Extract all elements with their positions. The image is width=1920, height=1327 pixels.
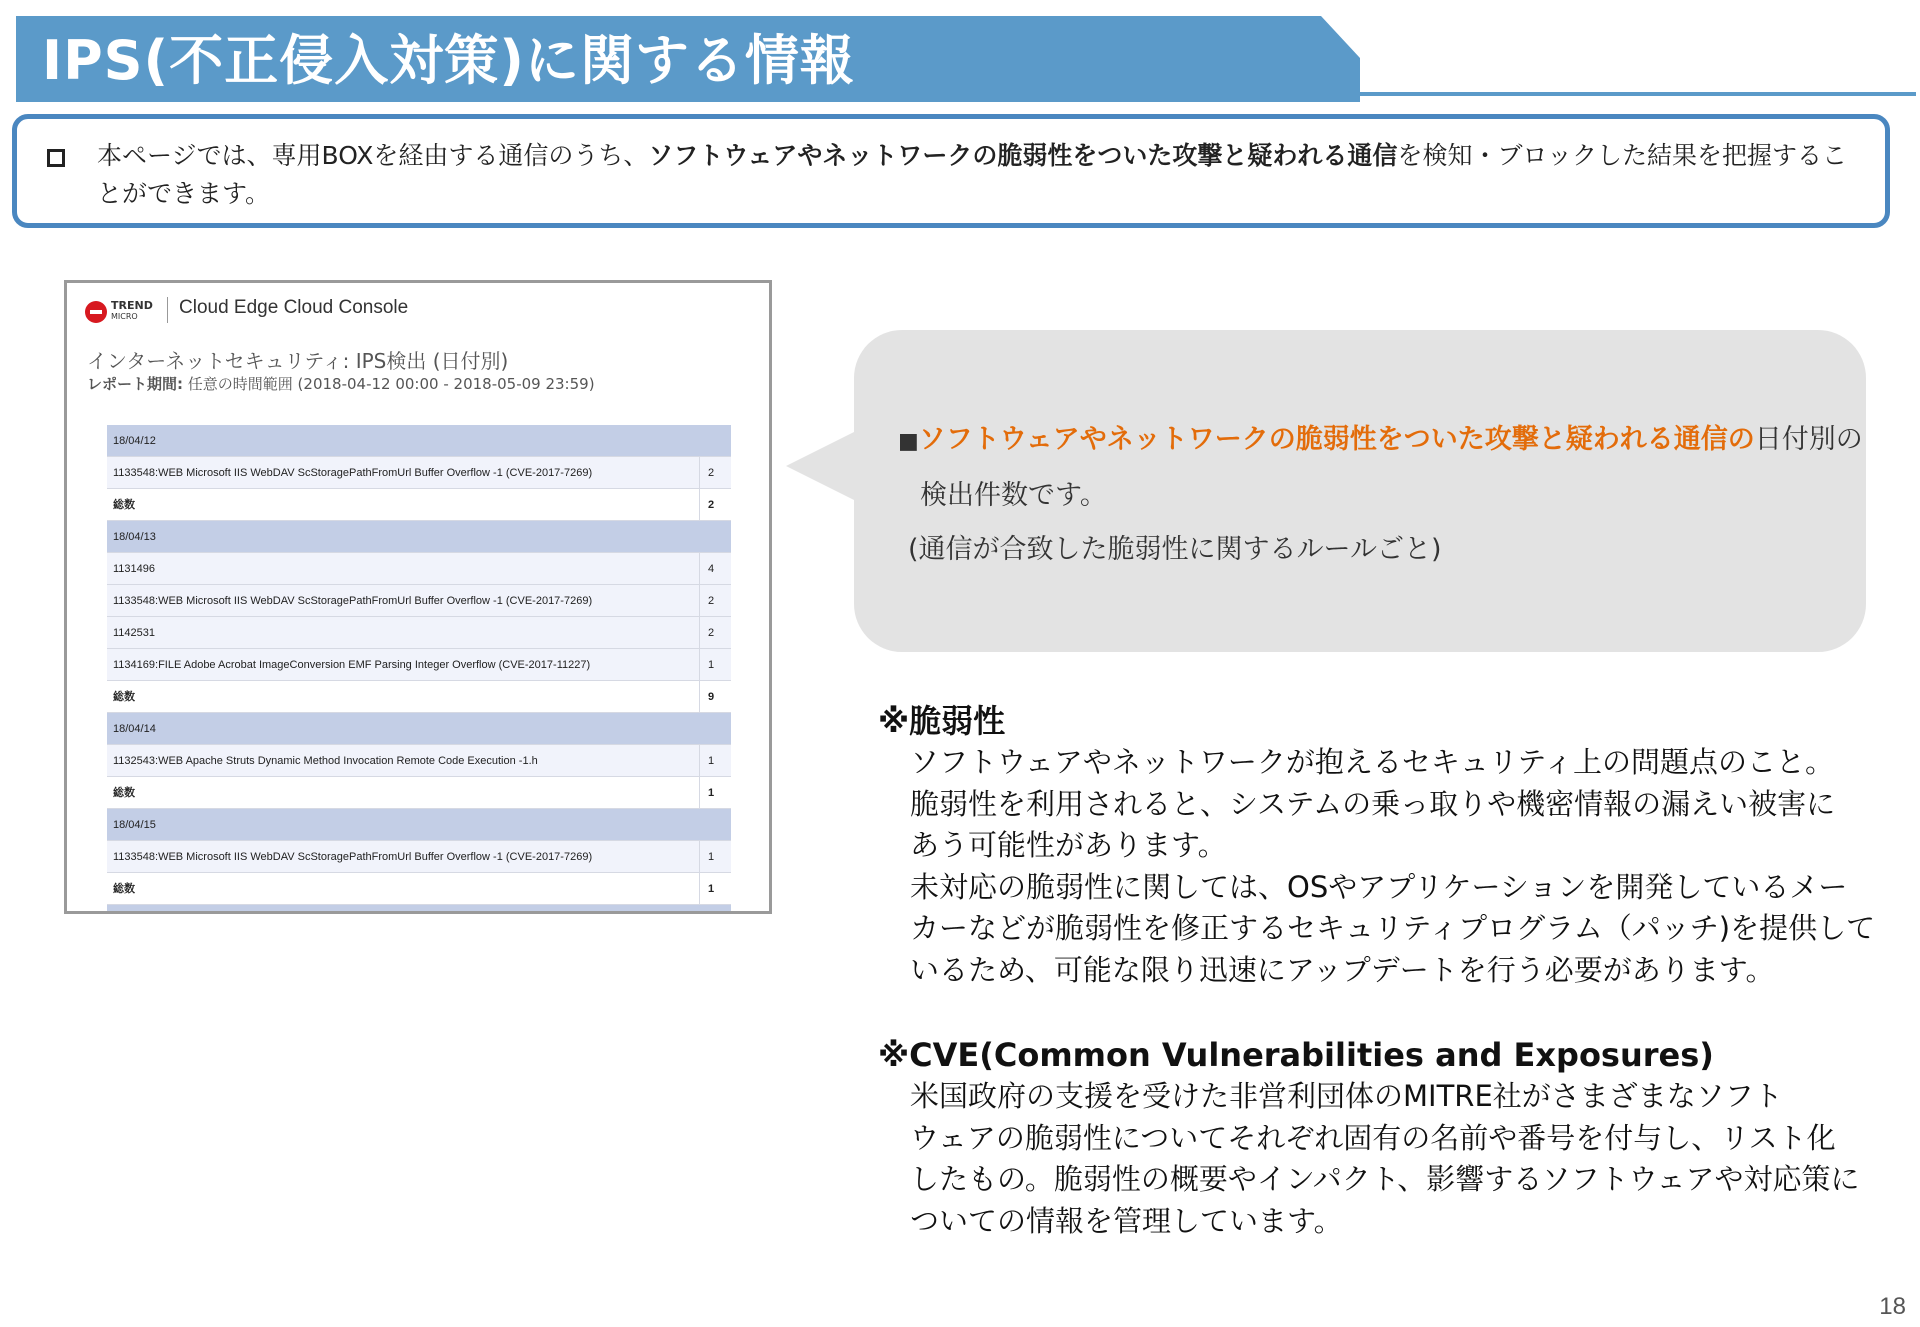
cve-line: したもの。脆弱性の概要やインパクト、影響するソフトウェアや対応策に	[910, 1162, 1860, 1196]
vulnerability-description	[910, 742, 1876, 991]
row-label: 1131496	[113, 563, 156, 575]
report-period-value: 任意の時間範囲 (2018-04-12 00:00 - 2018-05-09 23:59)	[187, 375, 595, 393]
date-row	[107, 713, 731, 745]
report-period-label: レポート期間:	[87, 375, 183, 393]
vulnerability-line: カーなどが脆弱性を修正するセキュリティプログラム（パッチ)を提供して	[910, 911, 1876, 945]
title-underline	[16, 92, 1916, 96]
checkbox-bullet-icon	[47, 149, 65, 167]
vulnerability-line: いるため、可能な限り迅速にアップデートを行う必要があります。	[910, 952, 1775, 987]
row-label: 総数	[113, 691, 135, 703]
cve-heading: ※CVE(Common Vulnerabilities and Exposures)	[878, 1036, 1714, 1074]
ips-detection-table	[107, 425, 731, 911]
page-number: 18	[1879, 1293, 1906, 1320]
vulnerability-line: ソフトウェアやネットワークが抱えるセキュリティ上の問題点のこと。	[910, 745, 1834, 779]
page-title: IPS(不正侵入対策)に関する情報	[42, 29, 855, 92]
table-row	[107, 585, 731, 617]
intro-line-1	[97, 137, 1877, 175]
intro-line-2: とができます。	[97, 179, 271, 208]
row-label: 1142531	[113, 627, 156, 639]
row-count: 1	[699, 777, 731, 808]
row-label: 1133548:WEB Microsoft IIS WebDAV ScStoragePathFromUrl Buffer Overflow -1 (CVE-2017-7269)	[113, 467, 593, 479]
table-footer-bar	[107, 905, 731, 911]
logo-brand-top: TREND	[111, 299, 153, 312]
vulnerability-line: あう可能性があります。	[910, 828, 1227, 862]
row-count: 1	[699, 841, 731, 872]
table-row	[107, 617, 731, 649]
cve-line: ウェアの脆弱性についてそれぞれ固有の名前や番号を付与し、リスト化	[910, 1120, 1836, 1155]
row-count: 1	[699, 873, 731, 904]
row-count	[699, 713, 731, 744]
row-count	[699, 809, 731, 840]
total-row	[107, 873, 731, 905]
row-count: 9	[699, 681, 731, 712]
trend-micro-logo	[85, 297, 169, 325]
report-period	[87, 373, 595, 394]
total-row	[107, 777, 731, 809]
logo-brand-bottom: MICRO	[111, 312, 138, 321]
row-label: 18/04/12	[113, 435, 156, 447]
callout-line-3: (通信が合致した脆弱性に関するルールごと)	[908, 534, 1442, 565]
intro-box	[12, 114, 1890, 228]
vulnerability-line: 脆弱性を利用されると、システムの乗っ取りや機密情報の漏えい被害に	[910, 786, 1836, 821]
date-row	[107, 521, 731, 553]
row-count: 2	[699, 585, 731, 616]
row-label: 総数	[113, 499, 135, 511]
row-label: 18/04/15	[113, 819, 156, 831]
intro-text-after: を検知・ブロックした結果を把握するこ	[1397, 141, 1847, 170]
total-row	[107, 489, 731, 521]
row-count: 4	[699, 553, 731, 584]
logo-separator	[167, 297, 168, 323]
row-count	[699, 425, 731, 456]
intro-text	[97, 137, 1877, 213]
cve-line: 米国政府の支援を受けた非営利団体のMITRE社がさまざまなソフト	[910, 1079, 1783, 1113]
row-label: 1132543:WEB Apache Struts Dynamic Method Invocation Remote Code Execution -1.h	[113, 755, 538, 767]
vulnerability-heading: ※脆弱性	[878, 702, 1006, 740]
row-label: 18/04/13	[113, 531, 156, 543]
callout-line-1-rest: 日付別の	[1754, 424, 1863, 455]
table-row	[107, 841, 731, 873]
row-count: 2	[699, 457, 731, 488]
report-title: インターネットセキュリティ: IPS検出 (日付別)	[87, 349, 509, 373]
callout-line-1	[898, 420, 1863, 462]
row-count: 2	[699, 489, 731, 520]
row-count	[699, 521, 731, 552]
vulnerability-line: 未対応の脆弱性に関しては、OSやアプリケーションを開発しているメー	[910, 869, 1848, 904]
cve-line: ついての情報を管理しています。	[910, 1203, 1343, 1238]
table-row	[107, 553, 731, 585]
cve-description	[910, 1076, 1870, 1242]
row-count: 1	[699, 649, 731, 680]
table-row	[107, 457, 731, 489]
table-row	[107, 745, 731, 777]
square-bullet-icon: ■	[898, 429, 919, 454]
date-row	[107, 425, 731, 457]
row-label: 1134169:FILE Adobe Acrobat ImageConversion EMF Parsing Integer Overflow (CVE-2017-11227)	[113, 659, 591, 671]
total-row	[107, 681, 731, 713]
intro-text-before: 本ページでは、専用BOXを経由する通信のうち、	[97, 141, 649, 170]
callout-line-2: 検出件数です。	[920, 480, 1107, 511]
date-row	[107, 809, 731, 841]
table-row	[107, 649, 731, 681]
row-count: 2	[699, 617, 731, 648]
row-label: 1133548:WEB Microsoft IIS WebDAV ScStoragePathFromUrl Buffer Overflow -1 (CVE-2017-7269)	[113, 851, 593, 863]
console-name: Cloud Edge Cloud Console	[179, 297, 409, 318]
callout-highlight: ソフトウェアやネットワークの脆弱性をついた攻撃と疑われる通信の	[918, 424, 1755, 455]
trend-micro-logo-icon	[85, 301, 107, 323]
row-label: 18/04/14	[113, 723, 156, 735]
intro-text-bold: ソフトウェアやネットワークの脆弱性をついた攻撃と疑われる通信	[648, 141, 1398, 170]
report-screenshot	[64, 280, 772, 914]
row-count: 1	[699, 745, 731, 776]
callout-pointer	[786, 430, 858, 502]
row-label: 1133548:WEB Microsoft IIS WebDAV ScStoragePathFromUrl Buffer Overflow -1 (CVE-2017-7269)	[113, 595, 593, 607]
row-label: 総数	[113, 883, 135, 895]
row-label: 総数	[113, 787, 135, 799]
